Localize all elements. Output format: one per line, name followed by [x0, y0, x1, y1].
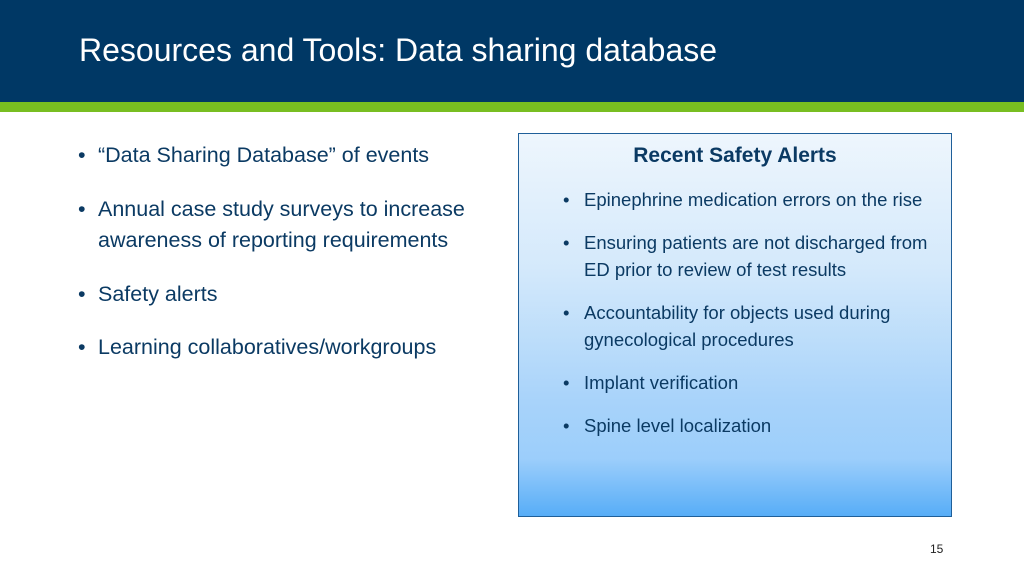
alerts-list: [563, 186, 933, 455]
list-item: • Safety alerts: [78, 279, 498, 311]
safety-alerts-box: [518, 133, 952, 517]
list-item: • Implant verification: [563, 369, 933, 396]
list-item: • Spine level localization: [563, 412, 933, 439]
list-item: • Ensuring patients are not discharged from ED prior to review of test results: [563, 229, 933, 283]
list-item: • Learning collaboratives/workgroups: [78, 332, 498, 364]
bullet-icon: •: [563, 232, 570, 253]
resources-list: [78, 140, 498, 386]
list-item: • Annual case study surveys to increase awareness of reporting requirements: [78, 194, 498, 257]
bullet-icon: •: [78, 143, 86, 167]
slide-title: Resources and Tools: Data sharing database: [79, 32, 718, 68]
bullet-icon: •: [563, 372, 570, 393]
bullet-icon: •: [78, 281, 86, 306]
list-item: • Epinephrine medication errors on the rise: [563, 186, 933, 213]
list-item: • “Data Sharing Database” of events: [78, 140, 498, 172]
bullet-icon: •: [563, 302, 570, 323]
page-number: 15: [930, 542, 944, 556]
accent-bar: [0, 102, 1024, 112]
title-banner: [0, 0, 1024, 102]
bullet-icon: •: [78, 196, 86, 221]
list-item: • Accountability for objects used during gynecological procedures: [563, 299, 933, 353]
alerts-heading: Recent Safety Alerts: [633, 144, 837, 167]
bullet-icon: •: [78, 335, 86, 359]
bullet-icon: •: [563, 415, 570, 436]
bullet-icon: •: [563, 189, 570, 210]
